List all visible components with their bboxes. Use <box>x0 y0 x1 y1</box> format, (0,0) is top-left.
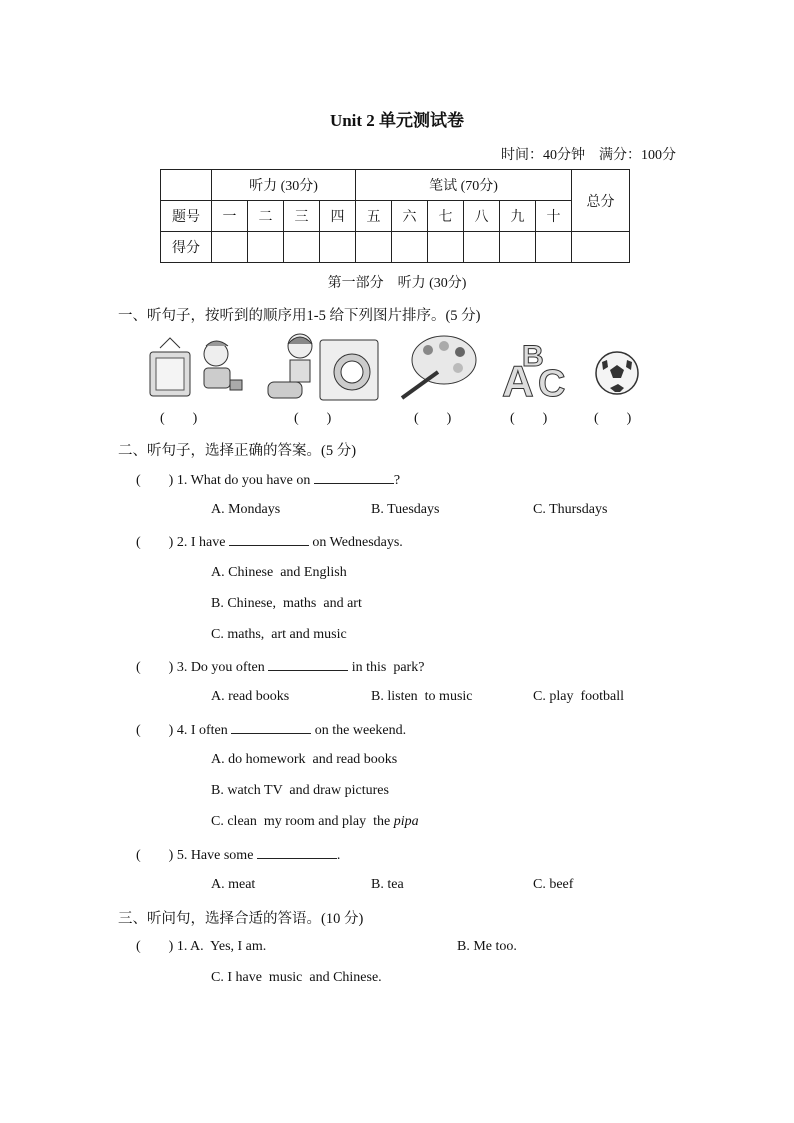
option[interactable]: B. Chinese, maths and art <box>211 596 362 611</box>
question-stem: ( ) 1. What do you have on <box>136 473 311 488</box>
question-item <box>136 471 400 489</box>
option[interactable]: A. do homework and read books <box>211 752 398 767</box>
num-cell: 十 <box>536 201 572 232</box>
question-stem: ( ) 5. Have some <box>136 848 254 863</box>
question-stem: ( ) 3. Do you often <box>136 660 265 675</box>
score-cell[interactable] <box>536 232 572 263</box>
score-cell[interactable] <box>212 232 248 263</box>
tv-boy-picture <box>148 334 248 404</box>
total-score-cell[interactable] <box>572 232 630 263</box>
question-stem: ( ) 2. I have <box>136 535 226 550</box>
score-cell[interactable] <box>284 232 320 263</box>
question-stem-end: ? <box>393 473 401 488</box>
answer-blank[interactable] <box>268 658 348 671</box>
option[interactable]: B. watch TV and draw pictures <box>211 783 389 798</box>
total-header: 总分 <box>572 170 630 232</box>
row-label-num: 题号 <box>161 201 212 232</box>
row-label-score: 得分 <box>161 232 212 263</box>
picture-answer-paren[interactable]: ( ) <box>510 411 548 426</box>
score-cell[interactable] <box>464 232 500 263</box>
option[interactable]: B. Tuesdays <box>371 502 440 517</box>
num-cell: 二 <box>248 201 284 232</box>
question-item <box>136 533 403 551</box>
question-item <box>136 721 406 739</box>
option[interactable]: C. beef <box>533 877 574 892</box>
option[interactable]: C. Thursdays <box>533 502 608 517</box>
question-stem-end: . <box>336 848 341 863</box>
svg-text:A: A <box>502 357 534 402</box>
football-picture <box>594 350 640 396</box>
question-item[interactable]: ( ) 1. A. Yes, I am. <box>136 939 267 954</box>
option-italic-word: pipa <box>393 814 419 829</box>
num-cell: 九 <box>500 201 536 232</box>
section-3-heading: 三、听问句，选择合适的答语。(10 分) <box>118 911 364 927</box>
option[interactable]: C. I have music and Chinese. <box>211 970 382 985</box>
question-stem-end: in this park? <box>351 660 425 675</box>
washing-girl-picture <box>262 330 382 404</box>
score-cell[interactable] <box>392 232 428 263</box>
question-item <box>136 658 424 676</box>
picture-answer-paren[interactable]: ( ) <box>160 411 198 426</box>
option[interactable]: C. play football <box>533 689 624 704</box>
answer-blank[interactable] <box>229 533 309 546</box>
part-heading: 第一部分 听力 (30分) <box>327 276 467 291</box>
option[interactable]: B. tea <box>371 877 404 892</box>
question-stem-end: on Wednesdays. <box>312 535 403 550</box>
page-title: Unit 2 单元测试卷 <box>329 111 465 130</box>
picture-answer-paren[interactable]: ( ) <box>594 411 632 426</box>
num-cell: 四 <box>320 201 356 232</box>
option[interactable]: A. read books <box>211 689 290 704</box>
option[interactable]: A. Chinese and English <box>211 565 347 580</box>
score-cell[interactable] <box>320 232 356 263</box>
question-item <box>136 846 340 864</box>
table-corner-cell <box>161 170 212 201</box>
option[interactable] <box>211 814 419 830</box>
score-cell[interactable] <box>500 232 536 263</box>
question-stem-end: on the weekend. <box>314 723 407 738</box>
palette-picture <box>398 330 480 402</box>
option[interactable]: B. Me too. <box>457 939 517 954</box>
section-1-heading: 一、听句子，按听到的顺序用1-5 给下列图片排序。(5 分) <box>118 308 481 324</box>
score-cell[interactable] <box>356 232 392 263</box>
num-cell: 八 <box>464 201 500 232</box>
answer-blank[interactable] <box>257 846 337 859</box>
svg-text:C: C <box>538 363 566 402</box>
writing-header: 笔试 (70分) <box>356 170 572 201</box>
num-cell: 一 <box>212 201 248 232</box>
option-text: C. clean my room and play the <box>211 814 394 829</box>
num-cell: 六 <box>392 201 428 232</box>
answer-blank[interactable] <box>231 721 311 734</box>
option[interactable]: A. meat <box>211 877 256 892</box>
score-cell[interactable] <box>248 232 284 263</box>
picture-answer-paren[interactable]: ( ) <box>414 411 452 426</box>
svg-text:B: B <box>522 340 544 373</box>
time-info: 时间：40分钟 满分：100分 <box>501 148 676 163</box>
listening-header: 听力 (30分) <box>212 170 356 201</box>
answer-blank[interactable] <box>314 471 394 484</box>
question-stem: ( ) 4. I often <box>136 723 228 738</box>
num-cell: 三 <box>284 201 320 232</box>
score-cell[interactable] <box>428 232 464 263</box>
option[interactable]: B. listen to music <box>371 689 473 704</box>
section-2-heading: 二、听句子，选择正确的答案。(5 分) <box>118 443 357 459</box>
picture-answer-paren[interactable]: ( ) <box>294 411 332 426</box>
option[interactable]: C. maths, art and music <box>211 627 347 642</box>
abc-letters-picture <box>498 330 572 402</box>
option[interactable]: A. Mondays <box>211 502 281 517</box>
num-cell: 七 <box>428 201 464 232</box>
num-cell: 五 <box>356 201 392 232</box>
score-table <box>160 169 630 263</box>
